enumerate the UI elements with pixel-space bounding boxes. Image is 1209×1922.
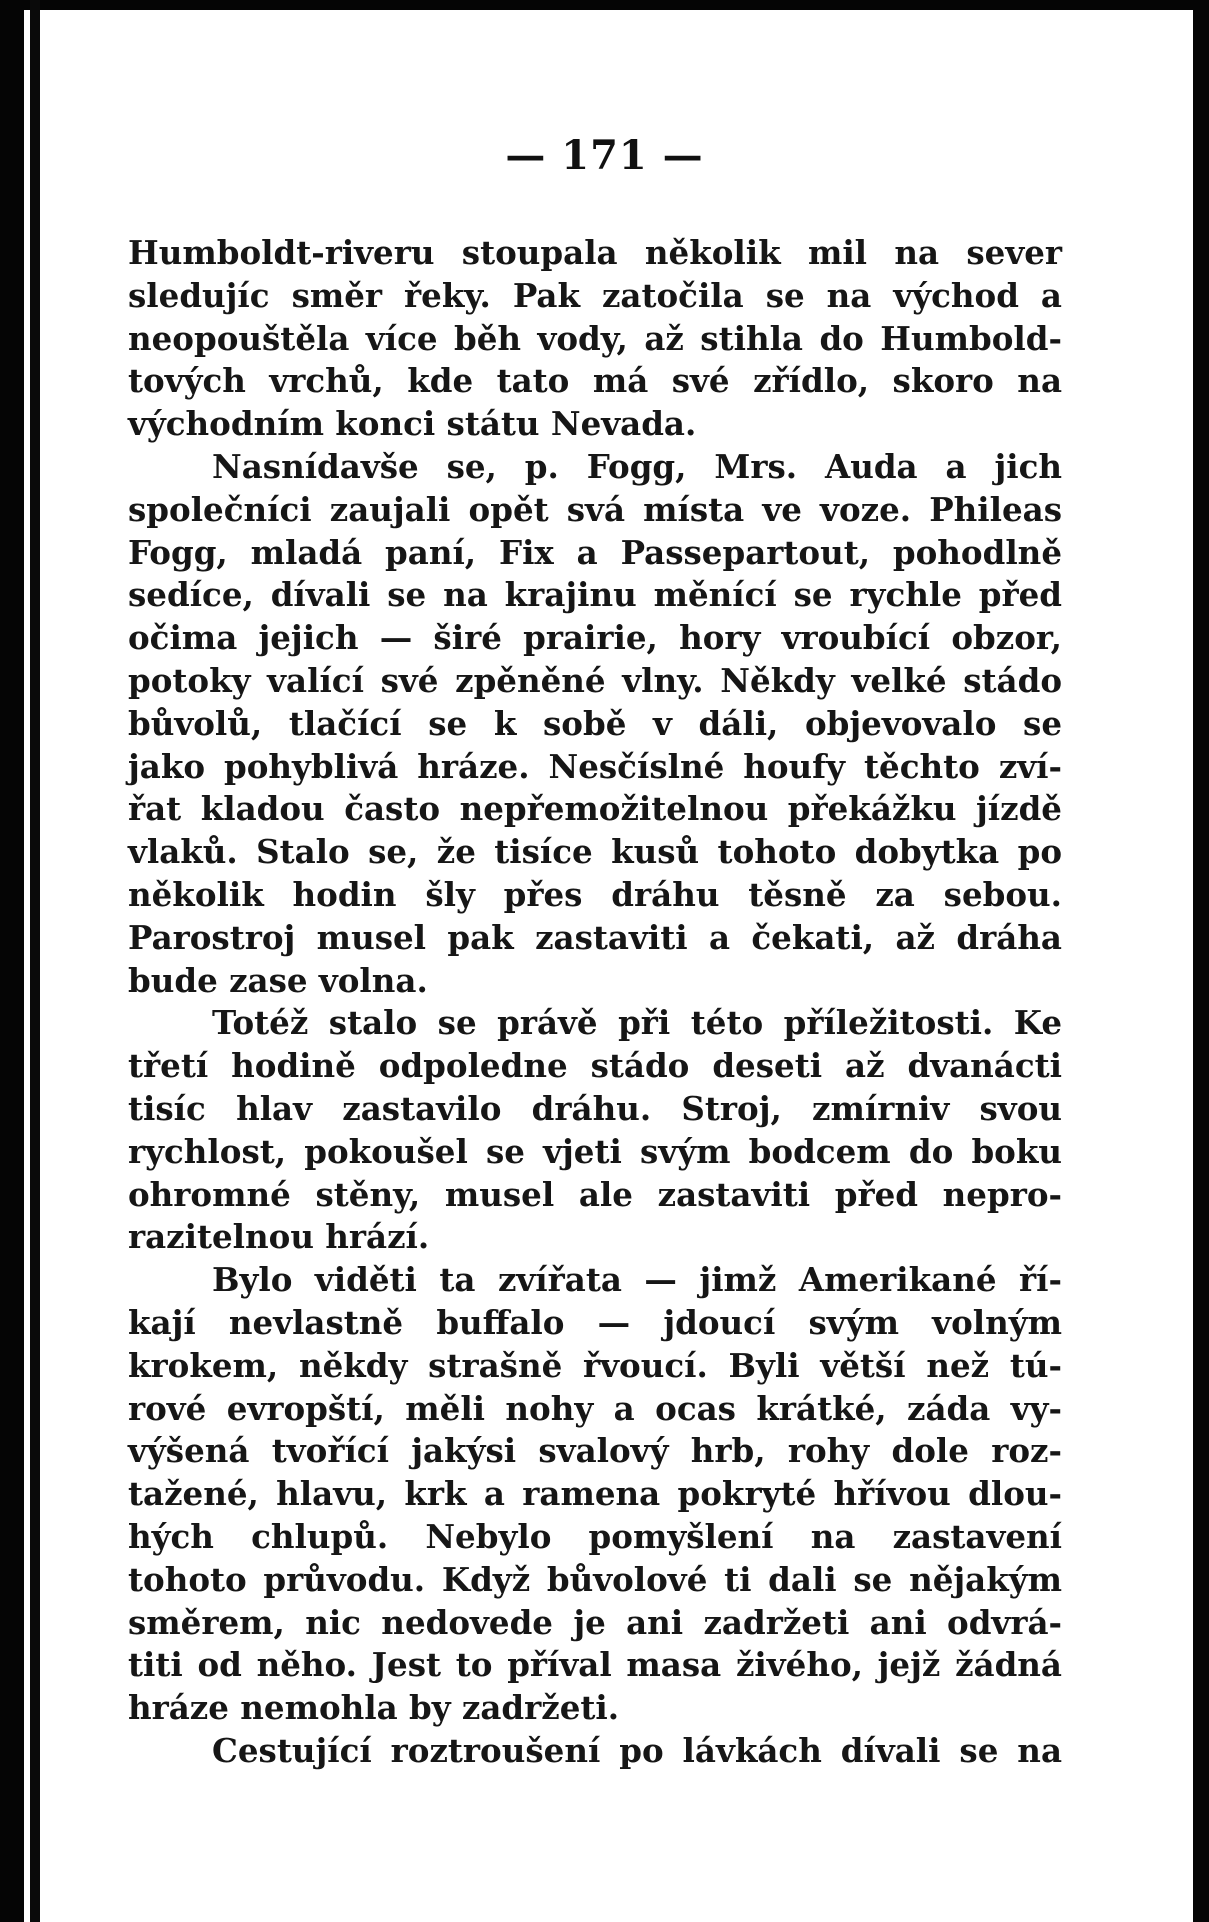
text-line: řat kladou často nepřemožitelnou překážku jízdě xyxy=(128,789,1062,829)
scan-border-top xyxy=(0,0,1209,10)
text-line: Humboldt-riveru stoupala několik mil na sever xyxy=(128,233,1062,272)
scan-border-left-inner xyxy=(30,0,40,1922)
text-line: krokem, někdy strašně řvoucí. Byli větší než tú- xyxy=(128,1345,1062,1385)
text-line: tažené, hlavu, krk a ramena pokryté hřívou dlou- xyxy=(128,1474,1062,1514)
scan-border-right xyxy=(1193,0,1209,1922)
text-line: Bylo viděti ta zvířata — jimž Amerikané ří- xyxy=(212,1260,1062,1300)
text-line: jako pohyblivá hráze. Nesčíslné houfy těchto zví- xyxy=(128,746,1062,786)
text-line: Cestující roztroušení po lávkách dívali se na xyxy=(212,1730,1062,1770)
text-line: očima jejich — širé prairie, hory vroubící obzor, xyxy=(128,618,1062,658)
text-line: výšená tvořící jakýsi svalový hrb, rohy dole roz- xyxy=(128,1431,1062,1471)
text-line: kají nevlastně buffalo — jdoucí svým volným xyxy=(128,1302,1062,1342)
text-line: razitelnou hrází. xyxy=(128,1217,430,1257)
text-line: Totéž stalo se právě při této příležitosti. Ke xyxy=(212,1003,1062,1043)
text-line: směrem, nic nedovede je ani zadržeti ani odvrá- xyxy=(128,1602,1062,1642)
text-line: společníci zaujali opět svá místa ve voze. Phileas xyxy=(128,489,1062,529)
scan-border-left xyxy=(0,0,24,1922)
body-text xyxy=(128,232,1062,1773)
text-line: sledujíc směr řeky. Pak zatočila se na východ a xyxy=(128,275,1062,315)
text-line: hých chlupů. Nebylo pomyšlení na zastavení xyxy=(128,1516,1062,1556)
text-line: rychlost, pokoušel se vjeti svým bodcem do boku xyxy=(128,1131,1062,1171)
text-line: bůvolů, tlačící se k sobě v dáli, objevovalo se xyxy=(128,703,1062,743)
text-line: neopouštěla více běh vody, až stihla do Humbold- xyxy=(128,318,1062,358)
text-line: několik hodin šly přes dráhu těsně za sebou. xyxy=(128,874,1062,914)
text-line: Fogg, mladá paní, Fix a Passepartout, pohodlně xyxy=(128,532,1062,572)
text-line: třetí hodině odpoledne stádo deseti až dvanácti xyxy=(128,1046,1062,1086)
text-line: bude zase volna. xyxy=(128,960,428,1000)
text-line: vlaků. Stalo se, že tisíce kusů tohoto dobytka po xyxy=(128,832,1062,872)
text-line: Parostroj musel pak zastaviti a čekati, až dráha xyxy=(128,917,1062,957)
text-line: tohoto průvodu. Když bůvolové ti dali se nějakým xyxy=(128,1559,1062,1599)
page-number: — 171 — xyxy=(505,132,704,179)
text-line: potoky valící své zpěněné vlny. Někdy velké stádo xyxy=(128,660,1062,700)
text-line: ohromné stěny, musel ale zastaviti před nepro- xyxy=(128,1174,1062,1214)
text-line: východním konci státu Nevada. xyxy=(128,404,697,444)
text-line: hráze nemohla by zadržeti. xyxy=(128,1688,620,1728)
text-line: titi od něho. Jest to příval masa živého, jejž žádná xyxy=(128,1645,1062,1685)
text-line: sedíce, dívali se na krajinu měnící se rychle před xyxy=(128,575,1062,615)
text-line: tisíc hlav zastavilo dráhu. Stroj, zmírniv svou xyxy=(128,1088,1062,1128)
text-line: tových vrchů, kde tato má své zřídlo, skoro na xyxy=(128,361,1062,401)
text-line: Nasnídavše se, p. Fogg, Mrs. Auda a jich xyxy=(212,446,1062,486)
text-line: rové evropští, měli nohy a ocas krátké, záda vy- xyxy=(128,1388,1062,1428)
